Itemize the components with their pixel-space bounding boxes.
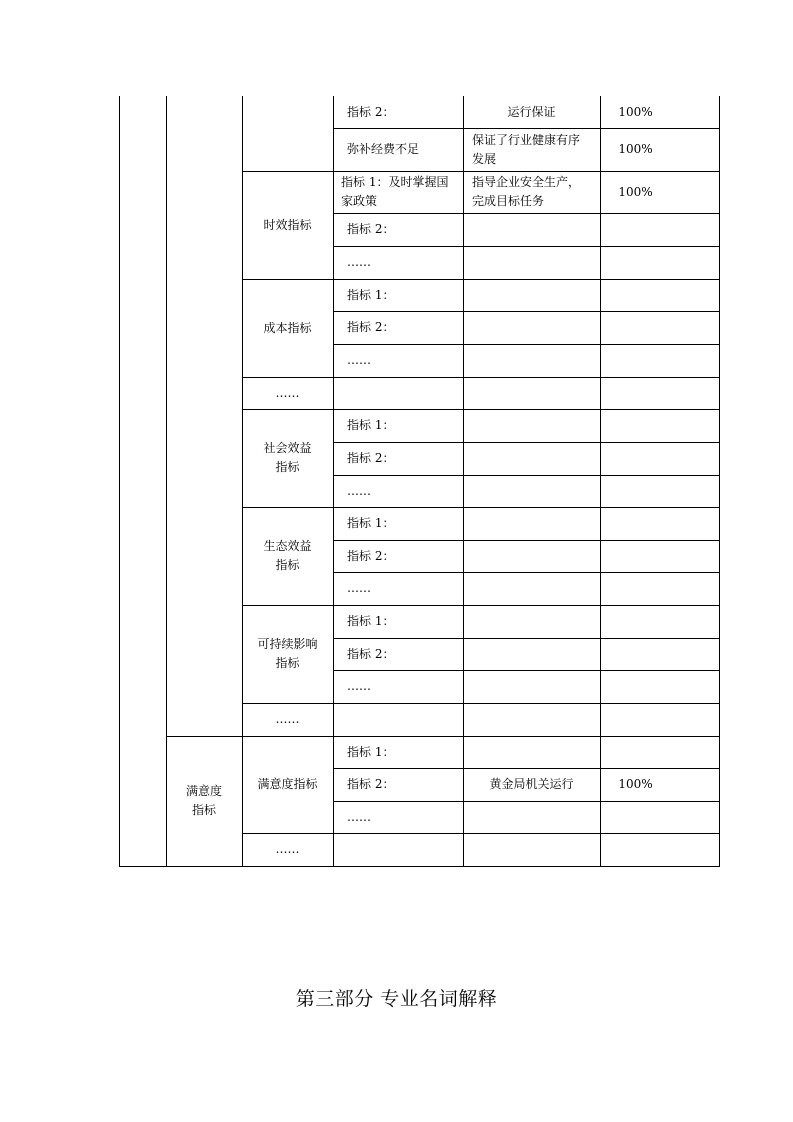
indicator-cell: …… [347, 581, 371, 595]
indicator-cell: …… [347, 255, 371, 269]
indicator-cell: 指标 1：及时掌握国 家政策 [341, 175, 449, 208]
table-border-left [119, 96, 120, 867]
indicator-cell: 指标 1： [347, 418, 395, 432]
category-cell: 可持续影响 指标 [257, 637, 318, 670]
indicator-cell: 指标 2： [347, 646, 395, 661]
category-cell: 生态效益 指标 [263, 539, 312, 572]
indicator-cell: 指标 1： [347, 287, 395, 302]
category-cell: …… [275, 842, 300, 856]
indicator-cell: 指标 1： [347, 516, 395, 530]
target-value-cell: 黄金局机关运行 [489, 777, 574, 791]
category-cell: 社会效益 指标 [263, 441, 312, 474]
category-cell: …… [275, 712, 300, 726]
table-border-right [719, 96, 720, 867]
target-value-cell: 运行保证 [507, 104, 556, 119]
indicator-cell: …… [347, 483, 371, 498]
group-cell: 满意度 指标 [185, 784, 222, 817]
indicator-cell: 指标 2： [347, 777, 395, 791]
indicator-cell: …… [347, 679, 371, 693]
category-cell: 时效指标 [263, 217, 312, 232]
section-heading: 第三部分 专业名词解释 [295, 988, 498, 1010]
indicator-cell: …… [347, 809, 371, 824]
indicator-cell: …… [347, 353, 371, 367]
indicator-cell: 弥补经费不足 [347, 142, 420, 156]
indicator-cell: 指标 2： [347, 451, 395, 465]
indicator-cell: 指标 2： [347, 548, 395, 563]
category-cell: …… [275, 385, 300, 400]
weight-cell: 100% [618, 777, 653, 791]
indicator-cell: 指标 2： [347, 320, 395, 334]
category-cell: 成本指标 [263, 320, 312, 335]
target-value-cell: 指导企业安全生产， 完成目标任务 [472, 175, 581, 208]
target-value-cell: 保证了行业健康有序 发展 [472, 132, 581, 166]
weight-cell: 100% [618, 184, 653, 199]
indicator-cell: 指标 1： [347, 744, 395, 759]
indicator-cell: 指标 2： [347, 104, 395, 119]
weight-cell: 100% [618, 104, 653, 119]
indicator-cell: 指标 1： [347, 614, 395, 628]
weight-cell: 100% [618, 142, 653, 156]
category-cell: 满意度指标 [257, 777, 318, 791]
table-border-bottom [119, 866, 720, 867]
indicator-cell: 指标 2： [347, 222, 395, 236]
